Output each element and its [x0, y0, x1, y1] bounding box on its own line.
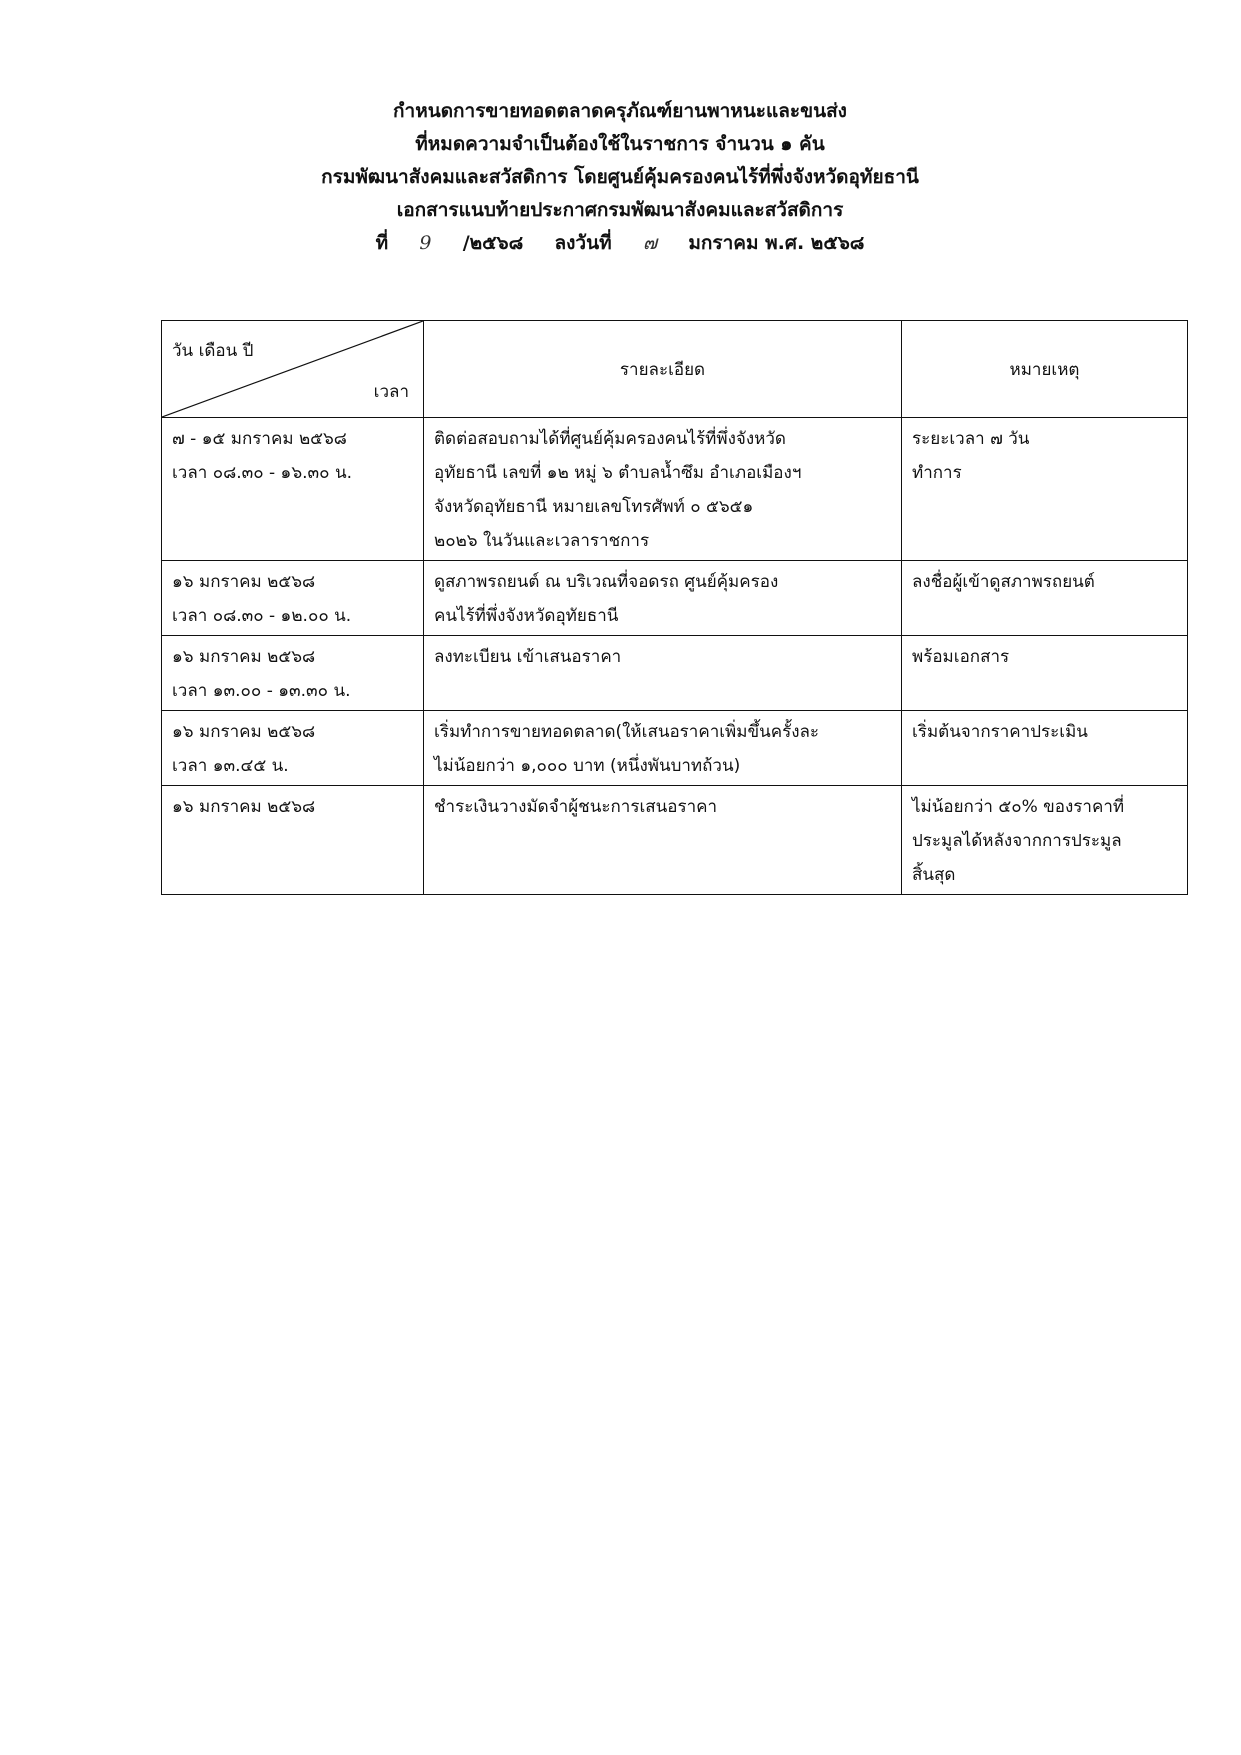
table-header-row — [162, 321, 1188, 418]
details-cell — [424, 561, 902, 636]
date-cell — [162, 786, 424, 895]
details-cell-line: จังหวัดอุทัยธานี หมายเลขโทรศัพท์ ๐ ๕๖๕๑ — [434, 497, 754, 517]
date-cell-line: ๑๖ มกราคม ๒๕๖๘ — [172, 647, 316, 667]
announcement-reference — [250, 227, 990, 260]
date-cell-line: ๑๖ มกราคม ๒๕๖๘ — [172, 572, 316, 592]
details-cell-line: ชำระเงินวางมัดจำผู้ชนะการเสนอราคา — [434, 797, 718, 817]
details-cell-line: อุทัยธานี เลขที่ ๑๒ หมู่ ๖ ตำบลน้ำซึม อำเภอเมืองฯ — [434, 463, 802, 483]
date-cell — [162, 711, 424, 786]
table-row — [162, 711, 1188, 786]
ref-number-handwritten: 9 — [419, 232, 432, 254]
remarks-cell — [902, 418, 1188, 561]
remarks-cell-line: เริ่มต้นจากราคาประเมิน — [912, 722, 1088, 742]
details-cell-line: ไม่น้อยกว่า ๑,๐๐๐ บาท (หนึ่งพันบาทถ้วน) — [434, 756, 741, 776]
ref-day-handwritten: ๗ — [642, 232, 658, 254]
remarks-cell-line: ไม่น้อยกว่า ๕๐% ของราคาที่ — [912, 797, 1125, 817]
remarks-cell — [902, 711, 1188, 786]
details-cell — [424, 636, 902, 711]
remarks-cell — [902, 786, 1188, 895]
remarks-cell — [902, 561, 1188, 636]
details-cell — [424, 786, 902, 895]
details-cell — [424, 418, 902, 561]
date-cell — [162, 418, 424, 561]
remarks-cell-line: ระยะเวลา ๗ วัน — [912, 429, 1030, 449]
date-cell — [162, 561, 424, 636]
date-cell-line: ๑๖ มกราคม ๒๕๖๘ — [172, 797, 316, 817]
date-header-label: วัน เดือน ปี — [172, 341, 254, 361]
date-time-header — [162, 321, 424, 418]
details-cell — [424, 711, 902, 786]
date-cell-line: เวลา ๐๘.๓๐ - ๑๒.๐๐ น. — [172, 606, 352, 626]
details-cell-line: ดูสภาพรถยนต์ ณ บริเวณที่จอดรถ ศูนย์คุ้มครอง — [434, 572, 779, 592]
details-header: รายละเอียด — [424, 321, 902, 418]
details-cell-line: ๒๐๒๖ ในวันและเวลาราชการ — [434, 531, 650, 551]
document-heading — [250, 95, 990, 260]
ref-date-label: ลงวันที่ — [554, 232, 612, 254]
date-cell-line: เวลา ๑๓.๐๐ - ๑๓.๓๐ น. — [172, 681, 351, 701]
heading-line-1: กำหนดการขายทอดตลาดครุภัณฑ์ยานพาหนะและขนส่ง — [393, 100, 847, 122]
table-row — [162, 786, 1188, 895]
date-cell-line: เวลา ๑๓.๔๕ น. — [172, 756, 289, 776]
time-header-label: เวลา — [373, 382, 409, 402]
remarks-cell-line: พร้อมเอกสาร — [912, 647, 1010, 667]
heading-line-4: เอกสารแนบท้ายประกาศกรมพัฒนาสังคมและสวัสดิการ — [396, 199, 844, 221]
date-cell-line: ๑๖ มกราคม ๒๕๖๘ — [172, 722, 316, 742]
remarks-cell-line: สิ้นสุด — [912, 865, 956, 885]
remarks-cell — [902, 636, 1188, 711]
table-row — [162, 418, 1188, 561]
schedule-table — [161, 320, 1188, 895]
date-cell — [162, 636, 424, 711]
heading-line-3: กรมพัฒนาสังคมและสวัสดิการ โดยศูนย์คุ้มครองคนไร้ที่พึ่งจังหวัดอุทัยธานี — [321, 166, 919, 188]
remarks-cell-line: ทำการ — [912, 463, 962, 483]
remarks-header: หมายเหตุ — [902, 321, 1188, 418]
table-row — [162, 561, 1188, 636]
details-cell-line: ลงทะเบียน เข้าเสนอราคา — [434, 647, 622, 667]
date-cell-line: เวลา ๐๘.๓๐ - ๑๖.๓๐ น. — [172, 463, 352, 483]
remarks-cell-line: ลงชื่อผู้เข้าดูสภาพรถยนต์ — [912, 572, 1095, 592]
details-cell-line: ติดต่อสอบถามได้ที่ศูนย์คุ้มครองคนไร้ที่พึ่งจังหวัด — [434, 429, 786, 449]
date-cell-line: ๗ - ๑๕ มกราคม ๒๕๖๘ — [172, 429, 347, 449]
ref-year: /๒๕๖๘ — [462, 232, 524, 254]
heading-line-2: ที่หมดความจำเป็นต้องใช้ในราชการ จำนวน ๑ คัน — [415, 133, 825, 155]
ref-prefix: ที่ — [375, 232, 389, 254]
ref-month-year: มกราคม พ.ศ. ๒๕๖๘ — [688, 232, 865, 254]
details-cell-line: คนไร้ที่พึ่งจังหวัดอุทัยธานี — [434, 606, 619, 626]
table-row — [162, 636, 1188, 711]
details-cell-line: เริ่มทำการขายทอดตลาด(ให้เสนอราคาเพิ่มขึ้นครั้งละ — [434, 722, 820, 742]
remarks-cell-line: ประมูลได้หลังจากการประมูล — [912, 831, 1122, 851]
